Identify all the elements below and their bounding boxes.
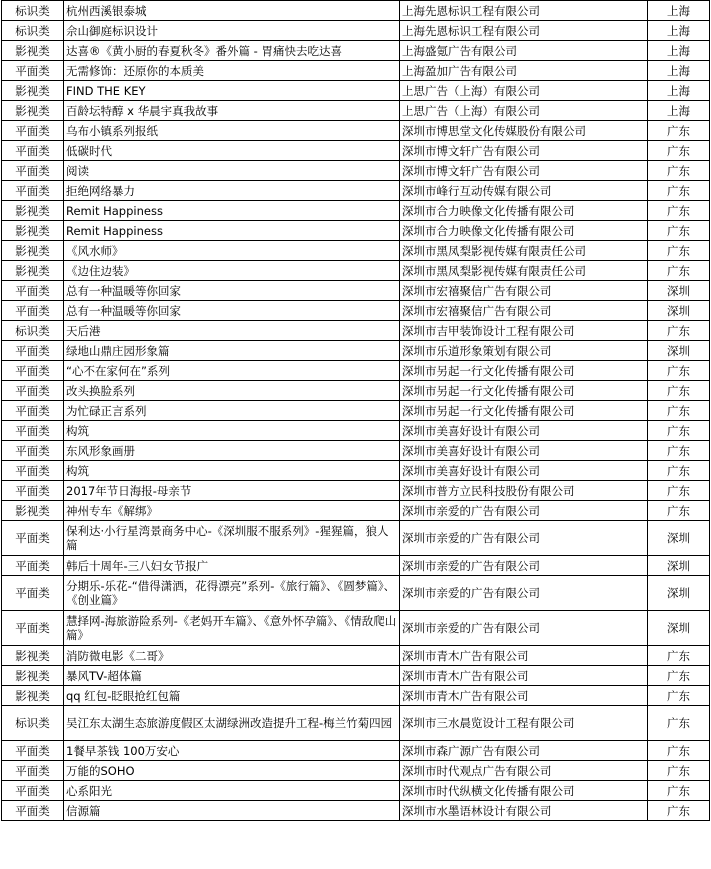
company-cell: 上思广告（上海）有限公司 — [400, 101, 648, 121]
company-cell: 深圳市美喜好设计有限公司 — [400, 461, 648, 481]
table-row — [2, 1, 710, 21]
category-cell: 平面类 — [2, 181, 64, 201]
region-cell: 广东 — [648, 501, 710, 521]
category-cell: 影视类 — [2, 241, 64, 261]
table-row — [2, 441, 710, 461]
table-row — [2, 361, 710, 381]
company-cell: 上海盈加广告有限公司 — [400, 61, 648, 81]
work-title-cell: 消防微电影《二哥》 — [64, 646, 400, 666]
work-title-cell: 总有一种温暖等你回家 — [64, 301, 400, 321]
region-cell: 上海 — [648, 61, 710, 81]
category-cell: 平面类 — [2, 521, 64, 556]
work-title-cell: 达喜®《黄小厨的春夏秋冬》番外篇 - 胃痛快去吃达喜 — [64, 41, 400, 61]
work-title-cell: Remit Happiness — [64, 221, 400, 241]
region-cell: 广东 — [648, 781, 710, 801]
work-title-cell: 信源篇 — [64, 801, 400, 821]
table-row — [2, 646, 710, 666]
category-cell: 平面类 — [2, 441, 64, 461]
work-title-cell: 东风形象画册 — [64, 441, 400, 461]
table-row — [2, 161, 710, 181]
work-title-cell: Remit Happiness — [64, 201, 400, 221]
category-cell: 平面类 — [2, 556, 64, 576]
table-row — [2, 221, 710, 241]
table-row — [2, 121, 710, 141]
table-row — [2, 81, 710, 101]
region-cell: 广东 — [648, 141, 710, 161]
region-cell: 广东 — [648, 321, 710, 341]
region-cell: 广东 — [648, 481, 710, 501]
category-cell: 影视类 — [2, 201, 64, 221]
region-cell: 广东 — [648, 161, 710, 181]
company-cell: 上海先恩标识工程有限公司 — [400, 1, 648, 21]
table-row — [2, 781, 710, 801]
work-title-cell: 百龄坛特醇 x 华晨宇真我故事 — [64, 101, 400, 121]
category-cell: 平面类 — [2, 401, 64, 421]
table-row — [2, 261, 710, 281]
region-cell: 广东 — [648, 421, 710, 441]
category-cell: 影视类 — [2, 41, 64, 61]
category-cell: 平面类 — [2, 741, 64, 761]
region-cell: 广东 — [648, 181, 710, 201]
region-cell: 深圳 — [648, 576, 710, 611]
company-cell: 深圳市乐道形象策划有限公司 — [400, 341, 648, 361]
work-title-cell: 心系阳光 — [64, 781, 400, 801]
category-cell: 平面类 — [2, 761, 64, 781]
work-title-cell: 构筑 — [64, 421, 400, 441]
region-cell: 深圳 — [648, 556, 710, 576]
table-row — [2, 341, 710, 361]
category-cell: 平面类 — [2, 421, 64, 441]
work-title-cell: 2017年节日海报-母亲节 — [64, 481, 400, 501]
table-row — [2, 556, 710, 576]
work-title-cell: 暴风TV-超体篇 — [64, 666, 400, 686]
company-cell: 深圳市另起一行文化传播有限公司 — [400, 381, 648, 401]
company-cell: 深圳市亲爱的广告有限公司 — [400, 521, 648, 556]
category-cell: 标识类 — [2, 321, 64, 341]
region-cell: 广东 — [648, 401, 710, 421]
company-cell: 深圳市合力映像文化传播有限公司 — [400, 201, 648, 221]
work-title-cell: 慧择网-海旅游险系列-《老妈开车篇》、《意外怀孕篇》、《情敌爬山篇》 — [64, 611, 400, 646]
region-cell: 深圳 — [648, 301, 710, 321]
company-cell: 深圳市青木广告有限公司 — [400, 686, 648, 706]
region-cell: 广东 — [648, 121, 710, 141]
region-cell: 深圳 — [648, 521, 710, 556]
region-cell: 广东 — [648, 361, 710, 381]
work-title-cell: qq 红包-眨眼抢红包篇 — [64, 686, 400, 706]
work-title-cell: 为忙碌正言系列 — [64, 401, 400, 421]
category-cell: 平面类 — [2, 801, 64, 821]
work-title-cell: 保利达·小行星湾景商务中心-《深圳服不服系列》-猩猩篇，狼人篇 — [64, 521, 400, 556]
work-title-cell: 绿地山鼎庄园形象篇 — [64, 341, 400, 361]
work-title-cell: 万能的SOHO — [64, 761, 400, 781]
company-cell: 深圳市亲爱的广告有限公司 — [400, 501, 648, 521]
table-row — [2, 761, 710, 781]
region-cell: 广东 — [648, 241, 710, 261]
work-title-cell: 无需修饰：还原你的本质美 — [64, 61, 400, 81]
table-row — [2, 801, 710, 821]
table-row — [2, 706, 710, 741]
table-row — [2, 461, 710, 481]
category-cell: 平面类 — [2, 161, 64, 181]
category-cell: 影视类 — [2, 101, 64, 121]
region-cell: 深圳 — [648, 611, 710, 646]
category-cell: 平面类 — [2, 301, 64, 321]
table-row — [2, 101, 710, 121]
company-cell: 深圳市合力映像文化传播有限公司 — [400, 221, 648, 241]
category-cell: 影视类 — [2, 261, 64, 281]
table-row — [2, 321, 710, 341]
work-title-cell: 杭州西溪银泰城 — [64, 1, 400, 21]
category-cell: 平面类 — [2, 61, 64, 81]
company-cell: 深圳市三水晨览设计工程有限公司 — [400, 706, 648, 741]
table-row — [2, 741, 710, 761]
company-cell: 深圳市时代纵横文化传播有限公司 — [400, 781, 648, 801]
region-cell: 广东 — [648, 686, 710, 706]
category-cell: 影视类 — [2, 666, 64, 686]
work-title-cell: 韩后十周年-三八妇女节报广 — [64, 556, 400, 576]
company-cell: 深圳市青木广告有限公司 — [400, 666, 648, 686]
region-cell: 广东 — [648, 646, 710, 666]
table-row — [2, 576, 710, 611]
table-row — [2, 141, 710, 161]
work-title-cell: 拒绝网络暴力 — [64, 181, 400, 201]
region-cell: 广东 — [648, 461, 710, 481]
category-cell: 标识类 — [2, 21, 64, 41]
region-cell: 上海 — [648, 41, 710, 61]
work-title-cell: 构筑 — [64, 461, 400, 481]
company-cell: 深圳市亲爱的广告有限公司 — [400, 576, 648, 611]
category-cell: 标识类 — [2, 1, 64, 21]
awards-table-body — [2, 1, 710, 821]
category-cell: 平面类 — [2, 341, 64, 361]
table-row — [2, 21, 710, 41]
table-row — [2, 61, 710, 81]
table-row — [2, 181, 710, 201]
region-cell: 上海 — [648, 21, 710, 41]
company-cell: 深圳市黑凤梨影视传媒有限责任公司 — [400, 241, 648, 261]
company-cell: 深圳市美喜好设计有限公司 — [400, 441, 648, 461]
work-title-cell: 神州专车《解绑》 — [64, 501, 400, 521]
region-cell: 广东 — [648, 706, 710, 741]
work-title-cell: 乌布小镇系列报纸 — [64, 121, 400, 141]
table-row — [2, 666, 710, 686]
category-cell: 平面类 — [2, 141, 64, 161]
company-cell: 深圳市吉甲装饰设计工程有限公司 — [400, 321, 648, 341]
company-cell: 深圳市森广源广告有限公司 — [400, 741, 648, 761]
region-cell: 广东 — [648, 666, 710, 686]
company-cell: 深圳市博文轩广告有限公司 — [400, 141, 648, 161]
category-cell: 平面类 — [2, 381, 64, 401]
table-row — [2, 401, 710, 421]
company-cell: 深圳市黑凤梨影视传媒有限责任公司 — [400, 261, 648, 281]
region-cell: 广东 — [648, 761, 710, 781]
table-row — [2, 381, 710, 401]
work-title-cell: 佘山御庭标识设计 — [64, 21, 400, 41]
work-title-cell: 改头换脸系列 — [64, 381, 400, 401]
work-title-cell: 吴江东太湖生态旅游度假区太湖绿洲改造提升工程-梅兰竹菊四园 — [64, 706, 400, 741]
region-cell: 上海 — [648, 1, 710, 21]
region-cell: 广东 — [648, 381, 710, 401]
category-cell: 影视类 — [2, 501, 64, 521]
region-cell: 上海 — [648, 101, 710, 121]
region-cell: 深圳 — [648, 281, 710, 301]
table-row — [2, 301, 710, 321]
work-title-cell: “心不在家何在”系列 — [64, 361, 400, 381]
region-cell: 上海 — [648, 81, 710, 101]
awards-table — [1, 0, 710, 821]
work-title-cell: FIND THE KEY — [64, 81, 400, 101]
table-row — [2, 41, 710, 61]
category-cell: 平面类 — [2, 121, 64, 141]
table-row — [2, 281, 710, 301]
company-cell: 深圳市博文轩广告有限公司 — [400, 161, 648, 181]
company-cell: 上海先恩标识工程有限公司 — [400, 21, 648, 41]
work-title-cell: 阅读 — [64, 161, 400, 181]
company-cell: 深圳市另起一行文化传播有限公司 — [400, 401, 648, 421]
category-cell: 平面类 — [2, 481, 64, 501]
work-title-cell: 低碳时代 — [64, 141, 400, 161]
table-row — [2, 421, 710, 441]
company-cell: 深圳市青木广告有限公司 — [400, 646, 648, 666]
work-title-cell: 总有一种温暖等你回家 — [64, 281, 400, 301]
region-cell: 广东 — [648, 441, 710, 461]
region-cell: 广东 — [648, 201, 710, 221]
company-cell: 深圳市另起一行文化传播有限公司 — [400, 361, 648, 381]
company-cell: 深圳市水墨语林设计有限公司 — [400, 801, 648, 821]
company-cell: 深圳市峰行互动传媒有限公司 — [400, 181, 648, 201]
region-cell: 广东 — [648, 261, 710, 281]
category-cell: 影视类 — [2, 221, 64, 241]
table-row — [2, 501, 710, 521]
category-cell: 平面类 — [2, 361, 64, 381]
category-cell: 影视类 — [2, 686, 64, 706]
category-cell: 平面类 — [2, 281, 64, 301]
table-row — [2, 201, 710, 221]
company-cell: 深圳市宏禧聚信广告有限公司 — [400, 301, 648, 321]
category-cell: 平面类 — [2, 576, 64, 611]
company-cell: 深圳市博思堂文化传媒股份有限公司 — [400, 121, 648, 141]
table-row — [2, 611, 710, 646]
region-cell: 深圳 — [648, 341, 710, 361]
work-title-cell: 《风水师》 — [64, 241, 400, 261]
region-cell: 广东 — [648, 221, 710, 241]
category-cell: 标识类 — [2, 706, 64, 741]
company-cell: 上海盛氪广告有限公司 — [400, 41, 648, 61]
company-cell: 深圳市亲爱的广告有限公司 — [400, 611, 648, 646]
category-cell: 平面类 — [2, 611, 64, 646]
region-cell: 广东 — [648, 801, 710, 821]
company-cell: 上思广告（上海）有限公司 — [400, 81, 648, 101]
category-cell: 平面类 — [2, 461, 64, 481]
region-cell: 广东 — [648, 741, 710, 761]
table-row — [2, 521, 710, 556]
work-title-cell: 《边住边装》 — [64, 261, 400, 281]
work-title-cell: 天后港 — [64, 321, 400, 341]
work-title-cell: 1餐早茶钱 100万安心 — [64, 741, 400, 761]
table-row — [2, 686, 710, 706]
company-cell: 深圳市美喜好设计有限公司 — [400, 421, 648, 441]
table-row — [2, 481, 710, 501]
company-cell: 深圳市宏禧聚信广告有限公司 — [400, 281, 648, 301]
table-row — [2, 241, 710, 261]
category-cell: 影视类 — [2, 81, 64, 101]
company-cell: 深圳市普方立民科技股份有限公司 — [400, 481, 648, 501]
work-title-cell: 分期乐-乐花-“借得潇洒，花得漂亮”系列-《旅行篇》、《圆梦篇》、《创业篇》 — [64, 576, 400, 611]
company-cell: 深圳市时代观点广告有限公司 — [400, 761, 648, 781]
category-cell: 平面类 — [2, 781, 64, 801]
category-cell: 影视类 — [2, 646, 64, 666]
company-cell: 深圳市亲爱的广告有限公司 — [400, 556, 648, 576]
